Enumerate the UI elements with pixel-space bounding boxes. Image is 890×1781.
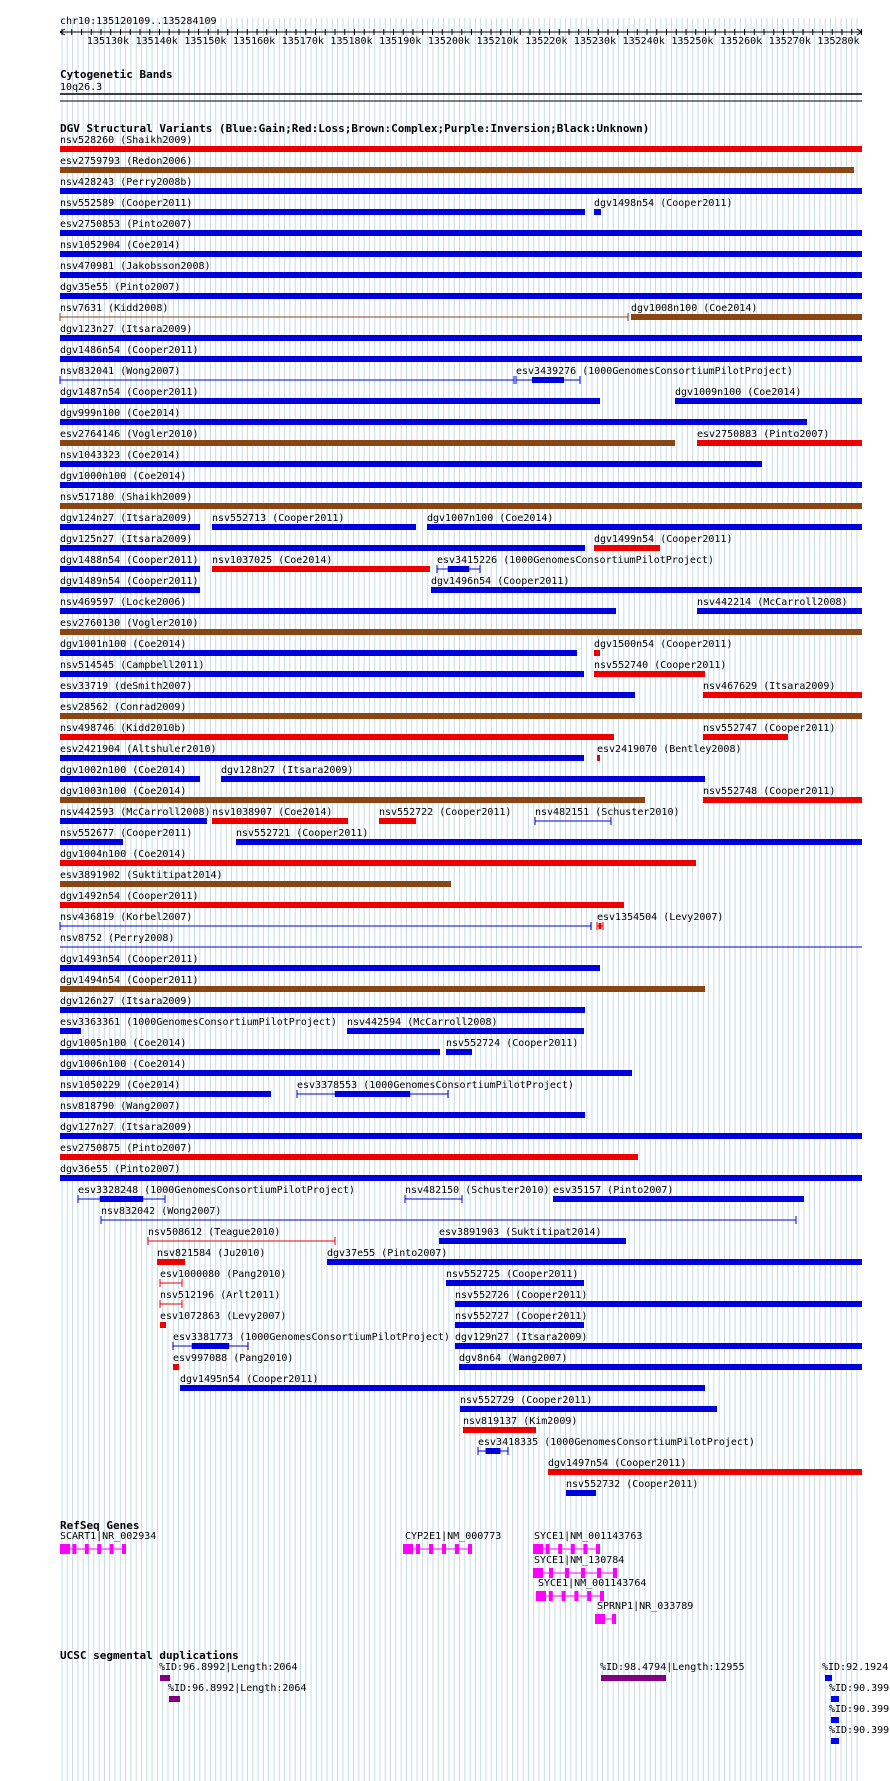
sv-feature-bar[interactable] (703, 797, 862, 803)
refseq-gene-exon[interactable] (110, 1544, 114, 1554)
sv-feature-label[interactable]: esv3328248 (1000GenomesConsortiumPilotProject) (78, 1185, 355, 1196)
sv-feature-bar[interactable] (60, 482, 862, 488)
refseq-gene-exon[interactable] (596, 1544, 600, 1554)
sv-feature-label[interactable]: dgv1492n54 (Cooper2011) (60, 891, 199, 902)
ruler-tick-label: 135180k (330, 36, 373, 47)
segdup-label[interactable]: %ID:90.399 (829, 1725, 890, 1736)
sv-feature-label[interactable]: nsv528260 (Shaikh2009) (60, 135, 193, 146)
ruler-tick-labels (87, 36, 860, 47)
sv-feature-label[interactable]: nsv514545 (Campbell2011) (60, 660, 205, 671)
sv-feature-label[interactable]: dgv1493n54 (Cooper2011) (60, 954, 199, 965)
sv-feature-label[interactable]: dgv1500n54 (Cooper2011) (594, 639, 733, 650)
sv-feature-bar[interactable] (212, 566, 430, 572)
refseq-gene-exon[interactable] (558, 1544, 562, 1554)
dgv-track-title: DGV Structural Variants (Blue:Gain;Red:Loss;Brown:Complex;Purple:Inversion;Black:Unknown) (60, 122, 650, 135)
sv-feature-label[interactable]: esv3378553 (1000GenomesConsortiumPilotProject) (297, 1080, 574, 1091)
sv-feature-label[interactable]: esv3418335 (1000GenomesConsortiumPilotProject) (478, 1437, 755, 1448)
sv-feature-label[interactable]: esv2421904 (Altshuler2010) (60, 744, 217, 755)
refseq-gene-label[interactable]: SYCE1|NM_130784 (534, 1555, 625, 1566)
refseq-gene-label[interactable]: SYCE1|NM_001143764 (538, 1578, 647, 1589)
sv-feature-bar[interactable] (60, 230, 862, 236)
ruler-tick-label: 135140k (135, 36, 178, 47)
sv-feature-label[interactable]: nsv552729 (Cooper2011) (460, 1395, 593, 1406)
sv-feature-label[interactable]: esv2419070 (Bentley2008) (597, 744, 742, 755)
sv-feature-bar[interactable] (60, 965, 600, 971)
sv-feature-label[interactable]: nsv552732 (Cooper2011) (566, 1479, 699, 1490)
sv-feature-label[interactable]: nsv467629 (Itsara2009) (703, 681, 836, 692)
refseq-gene-exon[interactable] (612, 1614, 616, 1624)
refseq-gene-exon[interactable] (597, 1568, 601, 1578)
sv-feature-bar[interactable] (460, 1406, 717, 1412)
sv-feature-label[interactable]: dgv1488n54 (Cooper2011) (60, 555, 199, 566)
sv-feature-label[interactable]: nsv470981 (Jakobsson2008) (60, 261, 211, 272)
refseq-gene-exon[interactable] (562, 1591, 566, 1601)
sv-feature-label[interactable]: dgv1005n100 (Coe2014) (60, 1038, 187, 1049)
sv-feature-label[interactable]: nsv482150 (Schuster2010) (405, 1185, 550, 1196)
segdup-label[interactable]: %ID:96.8992|Length:2064 (168, 1683, 307, 1694)
dgv-track (60, 122, 862, 1496)
sv-feature-label[interactable]: esv28562 (Conrad2009) (60, 702, 187, 713)
sv-feature-bar[interactable] (60, 503, 862, 509)
sv-feature-label[interactable]: dgv999n100 (Coe2014) (60, 408, 181, 419)
sv-feature-bar[interactable] (60, 398, 600, 404)
ruler-tick-label: 135240k (622, 36, 665, 47)
sv-feature-bar[interactable] (60, 629, 862, 635)
refseq-gene-list (60, 1531, 693, 1624)
sv-feature-bar[interactable] (594, 671, 705, 677)
sv-feature-core[interactable] (192, 1343, 230, 1349)
sv-feature-label[interactable]: dgv128n27 (Itsara2009) (221, 765, 354, 776)
sv-feature-bar[interactable] (60, 461, 762, 467)
coordinate-ruler (60, 16, 862, 47)
sv-feature-label[interactable]: nsv552589 (Cooper2011) (60, 198, 193, 209)
sv-feature-label[interactable]: dgv125n27 (Itsara2009) (60, 534, 193, 545)
sv-feature-label[interactable]: esv2760130 (Vogler2010) (60, 618, 199, 629)
sv-feature-bar[interactable] (60, 1028, 81, 1034)
refseq-gene-label[interactable]: SCART1|NR_002934 (60, 1531, 157, 1542)
sv-feature-bar[interactable] (60, 986, 705, 992)
sv-feature-bar[interactable] (60, 755, 584, 761)
dgv-feature-rows (60, 135, 862, 1496)
sv-feature-label[interactable]: esv1000080 (Pang2010) (160, 1269, 287, 1280)
sv-feature-bar[interactable] (455, 1301, 862, 1307)
sv-feature-bar[interactable] (60, 650, 577, 656)
sv-feature-label[interactable]: dgv1008n100 (Coe2014) (631, 303, 758, 314)
sv-feature-bar[interactable] (157, 1259, 185, 1265)
sv-feature-label[interactable]: dgv1002n100 (Coe2014) (60, 765, 187, 776)
sv-feature-label[interactable]: dgv1006n100 (Coe2014) (60, 1059, 187, 1070)
refseq-gene-exon[interactable] (533, 1544, 543, 1554)
refseq-gene-label[interactable]: CYP2E1|NM_000773 (405, 1531, 502, 1542)
sv-feature-label[interactable]: nsv819137 (Kim2009) (463, 1416, 578, 1427)
sv-feature-bar[interactable] (60, 1154, 638, 1160)
cytoband-track (60, 68, 862, 101)
sv-feature-label[interactable]: nsv1037025 (Coe2014) (212, 555, 333, 566)
cytoband-label: 10q26.3 (60, 82, 103, 93)
segdup-label[interactable]: %ID:96.8992|Length:2064 (159, 1662, 298, 1673)
sv-feature-label[interactable]: nsv552713 (Cooper2011) (212, 513, 345, 524)
refseq-gene-exon[interactable] (468, 1544, 472, 1554)
sv-feature-label[interactable]: esv35157 (Pinto2007) (553, 1185, 674, 1196)
sv-feature-bar[interactable] (212, 818, 348, 824)
ruler-tick-label: 135220k (525, 36, 568, 47)
sv-feature-label[interactable]: dgv1495n54 (Cooper2011) (180, 1374, 319, 1385)
refseq-gene-exon[interactable] (587, 1591, 591, 1601)
sv-feature-bar[interactable] (236, 839, 862, 845)
sv-feature-bar[interactable] (173, 1364, 179, 1370)
refseq-gene-exon[interactable] (546, 1544, 550, 1554)
sv-feature-label[interactable]: nsv552727 (Cooper2011) (455, 1311, 588, 1322)
sv-feature-core[interactable] (486, 1448, 501, 1454)
refseq-gene-label[interactable]: SPRNP1|NR_033789 (597, 1601, 694, 1612)
segdup-bar[interactable] (169, 1696, 180, 1702)
sv-feature-label[interactable]: nsv552726 (Cooper2011) (455, 1290, 588, 1301)
refseq-gene-exon[interactable] (72, 1544, 76, 1554)
sv-feature-bar[interactable] (60, 839, 123, 845)
sv-feature-bar[interactable] (594, 545, 660, 551)
ruler-tick-label: 135210k (476, 36, 519, 47)
refseq-gene-exon[interactable] (581, 1568, 585, 1578)
region-coordinates: chr10:135120109..135284109 (60, 16, 217, 27)
ruler-tick-label: 135200k (427, 36, 470, 47)
refseq-gene-exon[interactable] (549, 1591, 553, 1601)
refseq-gene-exon[interactable] (85, 1544, 89, 1554)
sv-feature-bar[interactable] (455, 1343, 862, 1349)
sv-feature-core[interactable] (335, 1091, 411, 1097)
sv-feature-bar[interactable] (60, 671, 584, 677)
segdup-label[interactable]: %ID:92.1924 (822, 1662, 889, 1673)
sv-feature-label[interactable]: dgv36e55 (Pinto2007) (60, 1164, 181, 1175)
sv-feature-bar[interactable] (60, 902, 624, 908)
sv-feature-bar[interactable] (594, 209, 601, 215)
sv-feature-bar[interactable] (455, 1322, 584, 1328)
sv-feature-label[interactable]: dgv8n64 (Wang2007) (459, 1353, 568, 1364)
sv-feature-bar[interactable] (60, 692, 635, 698)
sv-feature-label[interactable]: dgv1487n54 (Cooper2011) (60, 387, 199, 398)
sv-feature-bar[interactable] (431, 587, 862, 593)
sv-feature-label[interactable]: dgv1000n100 (Coe2014) (60, 471, 187, 482)
segdup-track-title: UCSC segmental duplications (60, 1649, 239, 1662)
sv-feature-bar[interactable] (697, 440, 862, 446)
sv-feature-label[interactable]: nsv8752 (Perry2008) (60, 933, 175, 944)
sv-feature-label[interactable]: esv1072863 (Levy2007) (160, 1311, 287, 1322)
sv-feature-bar[interactable] (60, 1049, 440, 1055)
sv-feature-label[interactable]: esv3891902 (Suktitipat2014) (60, 870, 223, 881)
sv-feature-label[interactable]: dgv1489n54 (Cooper2011) (60, 576, 199, 587)
sv-feature-label[interactable]: nsv508612 (Teague2010) (148, 1227, 281, 1238)
sv-feature-bar[interactable] (60, 419, 807, 425)
sv-feature-bar[interactable] (60, 146, 862, 152)
sv-feature-label[interactable]: dgv123n27 (Itsara2009) (60, 324, 193, 335)
segdup-bar[interactable] (831, 1738, 839, 1744)
sv-feature-bar[interactable] (553, 1196, 804, 1202)
sv-feature-bar[interactable] (548, 1469, 862, 1475)
sv-feature-label[interactable]: nsv832042 (Wong2007) (101, 1206, 222, 1217)
sv-feature-label[interactable]: nsv552721 (Cooper2011) (236, 828, 369, 839)
sv-feature-label[interactable]: esv2759793 (Redon2006) (60, 156, 193, 167)
sv-feature-bar[interactable] (703, 734, 788, 740)
sv-feature-label[interactable]: nsv552725 (Cooper2011) (446, 1269, 579, 1280)
refseq-gene-exon[interactable] (571, 1544, 575, 1554)
sv-feature-bar[interactable] (60, 356, 862, 362)
sv-feature-label[interactable]: dgv1496n54 (Cooper2011) (431, 576, 570, 587)
refseq-track-title: RefSeq Genes (60, 1519, 140, 1532)
sv-feature-label[interactable]: esv2750883 (Pinto2007) (697, 429, 830, 440)
sv-feature-label[interactable]: nsv552740 (Cooper2011) (594, 660, 727, 671)
sv-feature-label[interactable]: dgv1001n100 (Coe2014) (60, 639, 187, 650)
sv-feature-bar[interactable] (60, 293, 862, 299)
sv-feature-label[interactable]: nsv442594 (McCarroll2008) (347, 1017, 498, 1028)
sv-feature-bar[interactable] (60, 188, 862, 194)
sv-feature-bar[interactable] (60, 272, 862, 278)
sv-feature-bar[interactable] (60, 335, 862, 341)
sv-feature-label[interactable]: nsv821584 (Ju2010) (157, 1248, 266, 1259)
ruler-tick-label: 135230k (573, 36, 617, 47)
refseq-gene-exon[interactable] (613, 1568, 617, 1578)
sv-feature-core[interactable] (532, 377, 564, 383)
segdup-label[interactable]: %ID:98.4794|Length:12955 (600, 1662, 745, 1673)
refseq-gene-exon[interactable] (416, 1544, 420, 1554)
sv-feature-bar[interactable] (703, 692, 862, 698)
ruler-tick-label: 135150k (184, 36, 227, 47)
sv-feature-label[interactable]: nsv7631 (Kidd2008) (60, 303, 169, 314)
sv-feature-label[interactable]: dgv1007n100 (Coe2014) (427, 513, 554, 524)
sv-feature-bar[interactable] (180, 1385, 705, 1391)
sv-feature-label[interactable]: esv3363361 (1000GenomesConsortiumPilotProject) (60, 1017, 337, 1028)
sv-feature-label[interactable]: nsv436819 (Korbel2007) (60, 912, 193, 923)
sv-feature-bar[interactable] (597, 755, 600, 761)
sv-feature-label[interactable]: nsv1050229 (Coe2014) (60, 1080, 181, 1091)
sv-feature-label[interactable]: nsv512196 (Arlt2011) (160, 1290, 281, 1301)
refseq-gene-exon[interactable] (442, 1544, 446, 1554)
sv-feature-bar[interactable] (60, 1007, 585, 1013)
sv-feature-bar[interactable] (60, 1133, 862, 1139)
sv-feature-core[interactable] (100, 1196, 144, 1202)
sv-feature-bar[interactable] (160, 1322, 166, 1328)
sv-feature-bar[interactable] (463, 1427, 536, 1433)
sv-feature-bar[interactable] (697, 608, 862, 614)
sv-feature-label[interactable]: dgv1494n54 (Cooper2011) (60, 975, 199, 986)
sv-feature-label[interactable]: dgv1499n54 (Cooper2011) (594, 534, 733, 545)
sv-feature-label[interactable]: esv997088 (Pang2010) (173, 1353, 294, 1364)
ruler-tick-label: 135260k (720, 36, 763, 47)
refseq-gene-label[interactable]: SYCE1|NM_001143763 (534, 1531, 643, 1542)
sv-feature-bar[interactable] (631, 314, 862, 320)
sv-feature-label[interactable]: nsv442593 (McCarroll2008) (60, 807, 211, 818)
refseq-track (60, 1519, 693, 1624)
sv-feature-label[interactable]: nsv552748 (Cooper2011) (703, 786, 836, 797)
sv-feature-label[interactable]: esv1354504 (Levy2007) (597, 912, 724, 923)
sv-feature-bar[interactable] (60, 167, 854, 173)
sv-feature-bar[interactable] (60, 776, 200, 782)
sv-feature-bar[interactable] (60, 251, 862, 257)
sv-feature-label[interactable]: esv2764146 (Vogler2010) (60, 429, 199, 440)
refseq-gene-exon[interactable] (429, 1544, 433, 1554)
refseq-gene-exon[interactable] (549, 1568, 553, 1578)
sv-feature-core[interactable] (599, 923, 602, 929)
segdup-label[interactable]: %ID:90.399 (829, 1704, 890, 1715)
sv-feature-label[interactable]: nsv552722 (Cooper2011) (379, 807, 512, 818)
sv-feature-bar[interactable] (60, 587, 200, 593)
sv-feature-label[interactable]: esv2750875 (Pinto2007) (60, 1143, 193, 1154)
sv-feature-label[interactable]: nsv498746 (Kidd2010b) (60, 723, 187, 734)
refseq-gene-exon[interactable] (583, 1544, 587, 1554)
sv-feature-bar[interactable] (566, 1490, 596, 1496)
refseq-gene-exon[interactable] (574, 1591, 578, 1601)
sv-feature-label[interactable]: esv3439276 (1000GenomesConsortiumPilotProject) (516, 366, 793, 377)
refseq-gene-exon[interactable] (533, 1568, 543, 1578)
sv-feature-label[interactable]: nsv1043323 (Coe2014) (60, 450, 181, 461)
sv-feature-bar[interactable] (60, 440, 675, 446)
ruler-tick-label: 135190k (379, 36, 422, 47)
sv-feature-bar[interactable] (60, 1091, 271, 1097)
ruler-tick-label: 135130k (86, 36, 130, 47)
sv-feature-bar[interactable] (60, 860, 696, 866)
ruler-tick-label: 135270k (768, 36, 811, 47)
sv-feature-bar[interactable] (212, 524, 416, 530)
sv-feature-label[interactable]: nsv818790 (Wang2007) (60, 1101, 181, 1112)
segdup-label[interactable]: %ID:90.399 (829, 1683, 890, 1694)
refseq-gene-exon[interactable] (536, 1591, 546, 1601)
sv-feature-label[interactable]: dgv1003n100 (Coe2014) (60, 786, 187, 797)
sv-feature-bar[interactable] (446, 1280, 584, 1286)
sv-feature-bar[interactable] (60, 1175, 862, 1181)
sv-feature-bar[interactable] (221, 776, 705, 782)
refseq-gene-exon[interactable] (455, 1544, 459, 1554)
sv-feature-bar[interactable] (60, 734, 614, 740)
sv-feature-label[interactable]: dgv1498n54 (Cooper2011) (594, 198, 733, 209)
ruler-tick-label: 135250k (671, 36, 714, 47)
sv-feature-bar[interactable] (60, 881, 451, 887)
sv-feature-bar[interactable] (60, 1070, 632, 1076)
sv-feature-bar[interactable] (439, 1238, 626, 1244)
sv-feature-label[interactable]: dgv35e55 (Pinto2007) (60, 282, 181, 293)
sv-feature-label[interactable]: dgv1486n54 (Cooper2011) (60, 345, 199, 356)
sv-feature-bar[interactable] (379, 818, 416, 824)
segdup-bar[interactable] (601, 1675, 666, 1681)
sv-feature-bar[interactable] (60, 545, 585, 551)
sv-feature-label[interactable]: nsv1038907 (Coe2014) (212, 807, 333, 818)
sv-feature-bar[interactable] (675, 398, 862, 404)
sv-feature-label[interactable]: nsv552724 (Cooper2011) (446, 1038, 579, 1049)
sv-feature-label[interactable]: esv3415226 (1000GenomesConsortiumPilotProject) (437, 555, 714, 566)
sv-feature-label[interactable]: dgv1497n54 (Cooper2011) (548, 1458, 687, 1469)
sv-feature-bar[interactable] (446, 1049, 472, 1055)
refseq-gene-exon[interactable] (600, 1591, 604, 1601)
sv-feature-bar[interactable] (60, 209, 585, 215)
refseq-gene-exon[interactable] (60, 1544, 70, 1554)
sv-feature-label[interactable]: dgv1004n100 (Coe2014) (60, 849, 187, 860)
refseq-gene-exon[interactable] (565, 1568, 569, 1578)
ruler-tick-label: 135160k (233, 36, 276, 47)
segdup-bar[interactable] (831, 1696, 839, 1702)
sv-feature-bar[interactable] (60, 818, 207, 824)
sv-feature-bar[interactable] (594, 650, 600, 656)
sv-feature-bar[interactable] (60, 1112, 585, 1118)
sv-feature-label[interactable]: dgv129n27 (Itsara2009) (455, 1332, 588, 1343)
segdup-bar[interactable] (160, 1675, 170, 1681)
sv-feature-label[interactable]: nsv552677 (Cooper2011) (60, 828, 193, 839)
sv-feature-label[interactable]: nsv428243 (Perry2008b) (60, 177, 193, 188)
sv-feature-label[interactable]: dgv1009n100 (Coe2014) (675, 387, 802, 398)
sv-feature-bar[interactable] (60, 524, 200, 530)
sv-feature-bar[interactable] (459, 1364, 862, 1370)
sv-feature-label[interactable]: esv2750853 (Pinto2007) (60, 219, 193, 230)
sv-feature-bar[interactable] (60, 797, 645, 803)
sv-feature-label[interactable]: dgv37e55 (Pinto2007) (327, 1248, 448, 1259)
sv-feature-label[interactable]: nsv482151 (Schuster2010) (535, 807, 680, 818)
sv-feature-label[interactable]: esv3381773 (1000GenomesConsortiumPilotProject) (173, 1332, 450, 1343)
sv-feature-bar[interactable] (60, 566, 200, 572)
segdup-bar[interactable] (831, 1717, 839, 1723)
sv-feature-bar[interactable] (60, 608, 616, 614)
sv-feature-label[interactable]: dgv127n27 (Itsara2009) (60, 1122, 193, 1133)
sv-feature-label[interactable]: esv3891903 (Suktitipat2014) (439, 1227, 602, 1238)
sv-feature-label[interactable]: nsv517180 (Shaikh2009) (60, 492, 193, 503)
refseq-gene-exon[interactable] (97, 1544, 101, 1554)
sv-feature-label[interactable]: esv33719 (deSmith2007) (60, 681, 193, 692)
refseq-gene-exon[interactable] (595, 1614, 605, 1624)
ruler-tick-label: 135280k (817, 36, 860, 47)
sv-feature-label[interactable]: nsv552747 (Cooper2011) (703, 723, 836, 734)
ruler-tick-label: 135170k (281, 36, 324, 47)
sv-feature-label[interactable]: nsv442214 (McCarroll2008) (697, 597, 848, 608)
segdup-bar[interactable] (825, 1675, 832, 1681)
sv-feature-bar[interactable] (347, 1028, 584, 1034)
sv-feature-bar[interactable] (60, 713, 862, 719)
refseq-gene-exon[interactable] (122, 1544, 126, 1554)
sv-feature-bar[interactable] (427, 524, 862, 530)
cytoband-track-title: Cytogenetic Bands (60, 68, 173, 81)
sv-feature-bar[interactable] (327, 1259, 862, 1265)
sv-feature-label[interactable]: nsv1052904 (Coe2014) (60, 240, 181, 251)
refseq-gene-exon[interactable] (403, 1544, 413, 1554)
sv-feature-label[interactable]: nsv832041 (Wong2007) (60, 366, 181, 377)
sv-feature-label[interactable]: dgv126n27 (Itsara2009) (60, 996, 193, 1007)
sv-feature-label[interactable]: dgv124n27 (Itsara2009) (60, 513, 193, 524)
sv-feature-label[interactable]: nsv469597 (Locke2006) (60, 597, 187, 608)
sv-feature-core[interactable] (448, 566, 470, 572)
